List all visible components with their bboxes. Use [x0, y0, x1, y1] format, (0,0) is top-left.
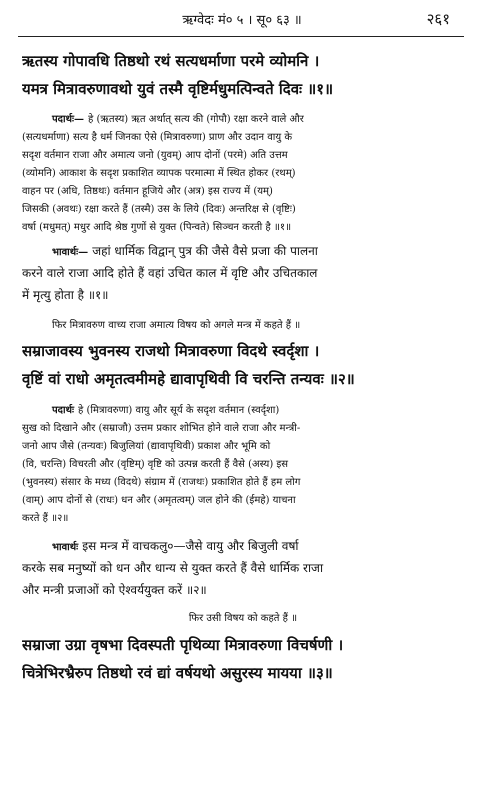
- mantra-1-line-1: ऋतस्य गोपावधि तिष्ठथो रथं सत्यधर्माणा परमे व्योमनि ।: [22, 52, 320, 70]
- bhavartha-1-text: जहां धार्मिक विद्वान् पुत्र की जैसे वैसे प्रजा की पालना: [92, 244, 318, 258]
- padartha-2-label: पदार्थः: [52, 405, 74, 416]
- bhavartha-1-line-1: [22, 242, 464, 262]
- padartha-2-line-6: (वाम्) आप दोनों से (राधः) धन और (अमृतत्वम्) जल होने की (ईमहे) याचना: [22, 495, 296, 506]
- padartha-1-line-6: जिसकी (अवथः) रक्षा करते हैं (तस्मै) उस के लिये (दिवः) अन्तरिक्ष से (वृष्टिः): [22, 204, 296, 215]
- padartha-2-line-7: करते हैं ॥२॥: [22, 513, 69, 524]
- bhavartha-2-text: इस मन्त्र में वाचकलु०—जैसे वायु और बिजुली वर्षा: [82, 539, 299, 553]
- mantra-3-line-2: चित्रेभिरभ्रैरुप तिष्ठथो रवं द्यां वर्षयथो असुरस्य मायया ॥३॥: [22, 664, 333, 682]
- bhavartha-2-line-3: और मन्त्री प्रजाओं को ऐश्वर्ययुक्त करें ॥२॥: [22, 583, 207, 597]
- bhavartha-2-line-2: करके सब मनुष्यों को धन और धान्य से युक्त करते हैं वैसे धार्मिक राजा: [22, 561, 324, 575]
- page-number: २६१: [426, 10, 450, 28]
- header-rule: [18, 36, 464, 37]
- bhavartha-1-label: भावार्थः—: [52, 247, 89, 258]
- padartha-1-text: हे (ऋतस्य) ऋत अर्थात् सत्य की (गोपौ) रक्षा करने वाले और: [88, 114, 304, 125]
- padartha-1-line-4: (व्योमनि) आकाश के सदृश प्रकाशित व्यापक परमात्मा में स्थित होकर (रथम्): [22, 168, 296, 179]
- padartha-2-text: हे (मित्रावरुणा) वायु और सूर्य के सदृश वर्तमान (स्वर्दृशा): [78, 405, 280, 416]
- mantra-1-line-2: यमत्र मित्रावरुणावथो युवं तस्मै वृष्टिर्मधुमत्पिन्वते दिवः ॥१॥: [22, 80, 334, 98]
- bhavartha-1-line-2: करने वाले राजा आदि होते हैं वहां उचित काल में वृष्टि और उचितकाल: [22, 266, 318, 280]
- padartha-1-label: पदार्थः—: [52, 114, 84, 125]
- page-header: [0, 10, 484, 34]
- mantra-3-line-1: सम्राजा उग्रा वृषभा दिवस्पती पृथिव्या मित्रावरुणा विचर्षणी ।: [22, 636, 344, 654]
- bhavartha-2-line-1: [22, 537, 464, 557]
- padartha-1-line-5: वाहन पर (अधि, तिष्ठथः) वर्तमान हूजिये और (अत्र) इस राज्य में (यम्): [22, 186, 273, 197]
- padartha-2-line-2: सुख को दिखाने और (सम्राजौ) उत्तम प्रकार शोभित होने वाले राजा और मन्त्री-: [22, 423, 301, 434]
- mantra-2-line-2: वृष्टिं वां राधो अमृतत्वमीमहे द्यावापृथिवी वि चरन्ति तन्यवः ॥२॥: [22, 370, 355, 388]
- padartha-1-line-3: सदृश वर्तमान राजा और अमात्य जनो (युवम्) आप दोनों (परमे) अति उत्तम: [22, 150, 288, 161]
- padartha-1-line-2: (सत्यधर्माणा) सत्य है धर्म जिनका ऐसे (मित्रावरुणा) प्राण और उदान वायु के: [22, 132, 293, 143]
- padartha-2-line-4: (वि, चरन्ति) विचरती और (वृष्टिम्) वृष्टि को उत्पन्न करती हैं वैसे (अस्य) इस: [22, 459, 289, 470]
- intro-3: फिर उसी विषय को कहते हैं ॥: [188, 613, 298, 624]
- bhavartha-1-line-3: में मृत्यु होता है ॥१॥: [22, 288, 109, 302]
- padartha-2-line-1: [22, 404, 464, 418]
- running-title: ऋग्वेदः मं० ५ । सू० ६३ ॥: [182, 13, 302, 28]
- padartha-2-line-5: (भुवनस्य) संसार के मध्य (विदथे) संग्राम में (राजथः) प्रकाशित होते हैं हम लोग: [22, 477, 301, 488]
- bhavartha-2-label: भावार्थः: [52, 542, 79, 553]
- padartha-2-line-3: जनो आप जैसे (तन्यवः) बिजुलियां (द्यावापृथिवी) प्रकाश और भूमि को: [22, 441, 271, 452]
- padartha-1-line-7: वर्षा (मधुमत्) मधुर आदि श्रेष्ठ गुणों से युक्त (पिन्वते) सिञ्चन करती है ॥१॥: [22, 222, 292, 233]
- mantra-2-line-1: सम्राजावस्य भुवनस्य राजथो मित्रावरुणा विदथे स्वर्दृशा ।: [22, 342, 320, 360]
- padartha-1-line-1: [22, 113, 464, 127]
- intro-2: फिर मित्रावरुण वाच्य राजा अमात्य विषय को अगले मन्त्र में कहते हैं ॥: [52, 320, 301, 331]
